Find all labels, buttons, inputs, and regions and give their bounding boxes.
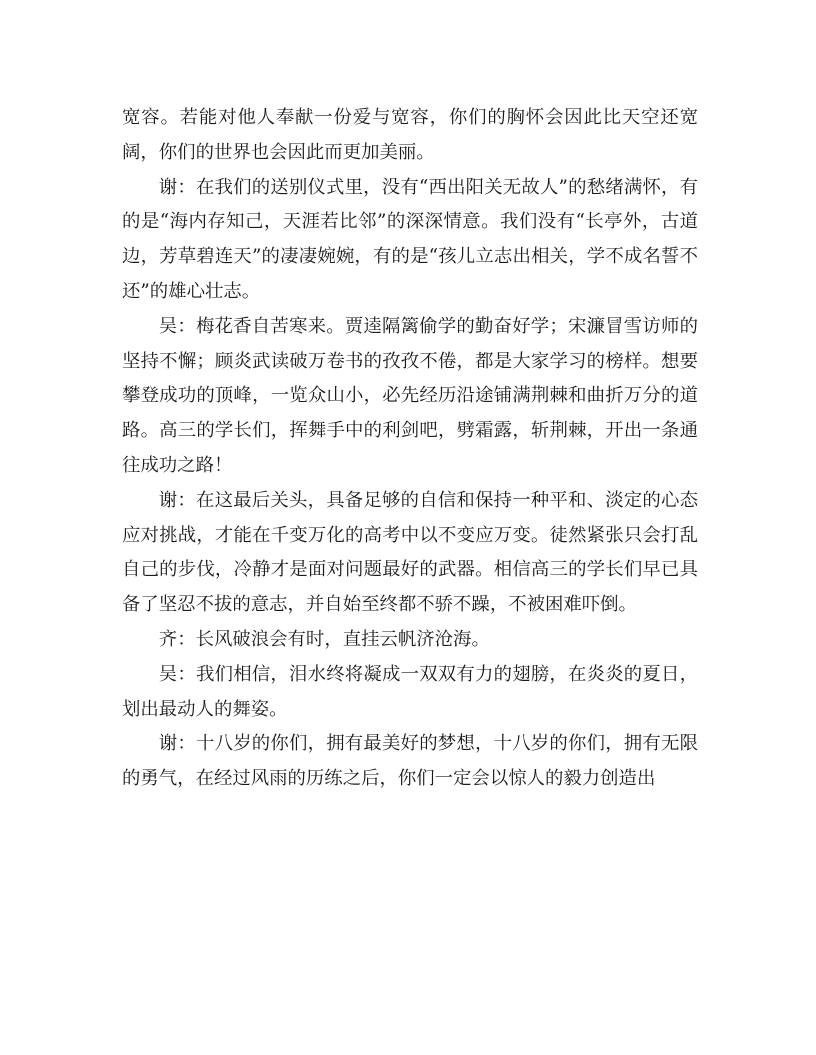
paragraph: 谢：在这最后关头，具备足够的自信和保持一种平和、淡定的心态应对挑战，才能在千变万化的高考中以不变应万变。徒然紧张只会打乱自己的步伐，冷静才是面对问题最好的武器。相信高三的学长们早已具备了坚忍不拔的意志，并自始至终都不骄不躁，不被困难吓倒。 xyxy=(122,489,698,616)
paragraph: 宽容。若能对他人奉献一份爱与宽容，你们的胸怀会因此比天空还宽阔，你们的世界也会因此而更加美丽。 xyxy=(122,107,698,163)
document-body xyxy=(122,101,698,797)
paragraph: 谢：在我们的送别仪式里，没有“西出阳关无故人”的愁绪满怀，有的是“海内存知己，天涯若比邻”的深深情意。我们没有“长亭外，古道边，芳草碧连天”的凄凄婉婉，有的是“孩儿立志出相关，学不成名誓不还”的雄心壮志。 xyxy=(122,176,698,302)
paragraph: 吴：我们相信，泪水终将凝成一双双有力的翅膀，在炎炎的夏日，划出最动人的舞姿。 xyxy=(122,663,698,720)
paragraph: 吴：梅花香自苦寒来。贾逵隔篱偷学的勤奋好学；宋濂冒雪访师的坚持不懈；顾炎武读破万卷书的孜孜不倦，都是大家学习的榜样。想要攀登成功的顶峰，一览众山小，必先经历沿途铺满荆棘和曲折万分的道路。高三的学长们，挥舞手中的利剑吧，劈霜露，斩荆棘，开出一条通往成功之路！ xyxy=(122,315,698,476)
paragraph: 齐：长风破浪会有时，直挂云帆济沧海。 xyxy=(158,628,490,650)
paragraph: 谢：十八岁的你们，拥有最美好的梦想，十八岁的你们，拥有无限的勇气，在经过风雨的历练之后，你们一定会以惊人的毅力创造出 xyxy=(122,733,698,790)
